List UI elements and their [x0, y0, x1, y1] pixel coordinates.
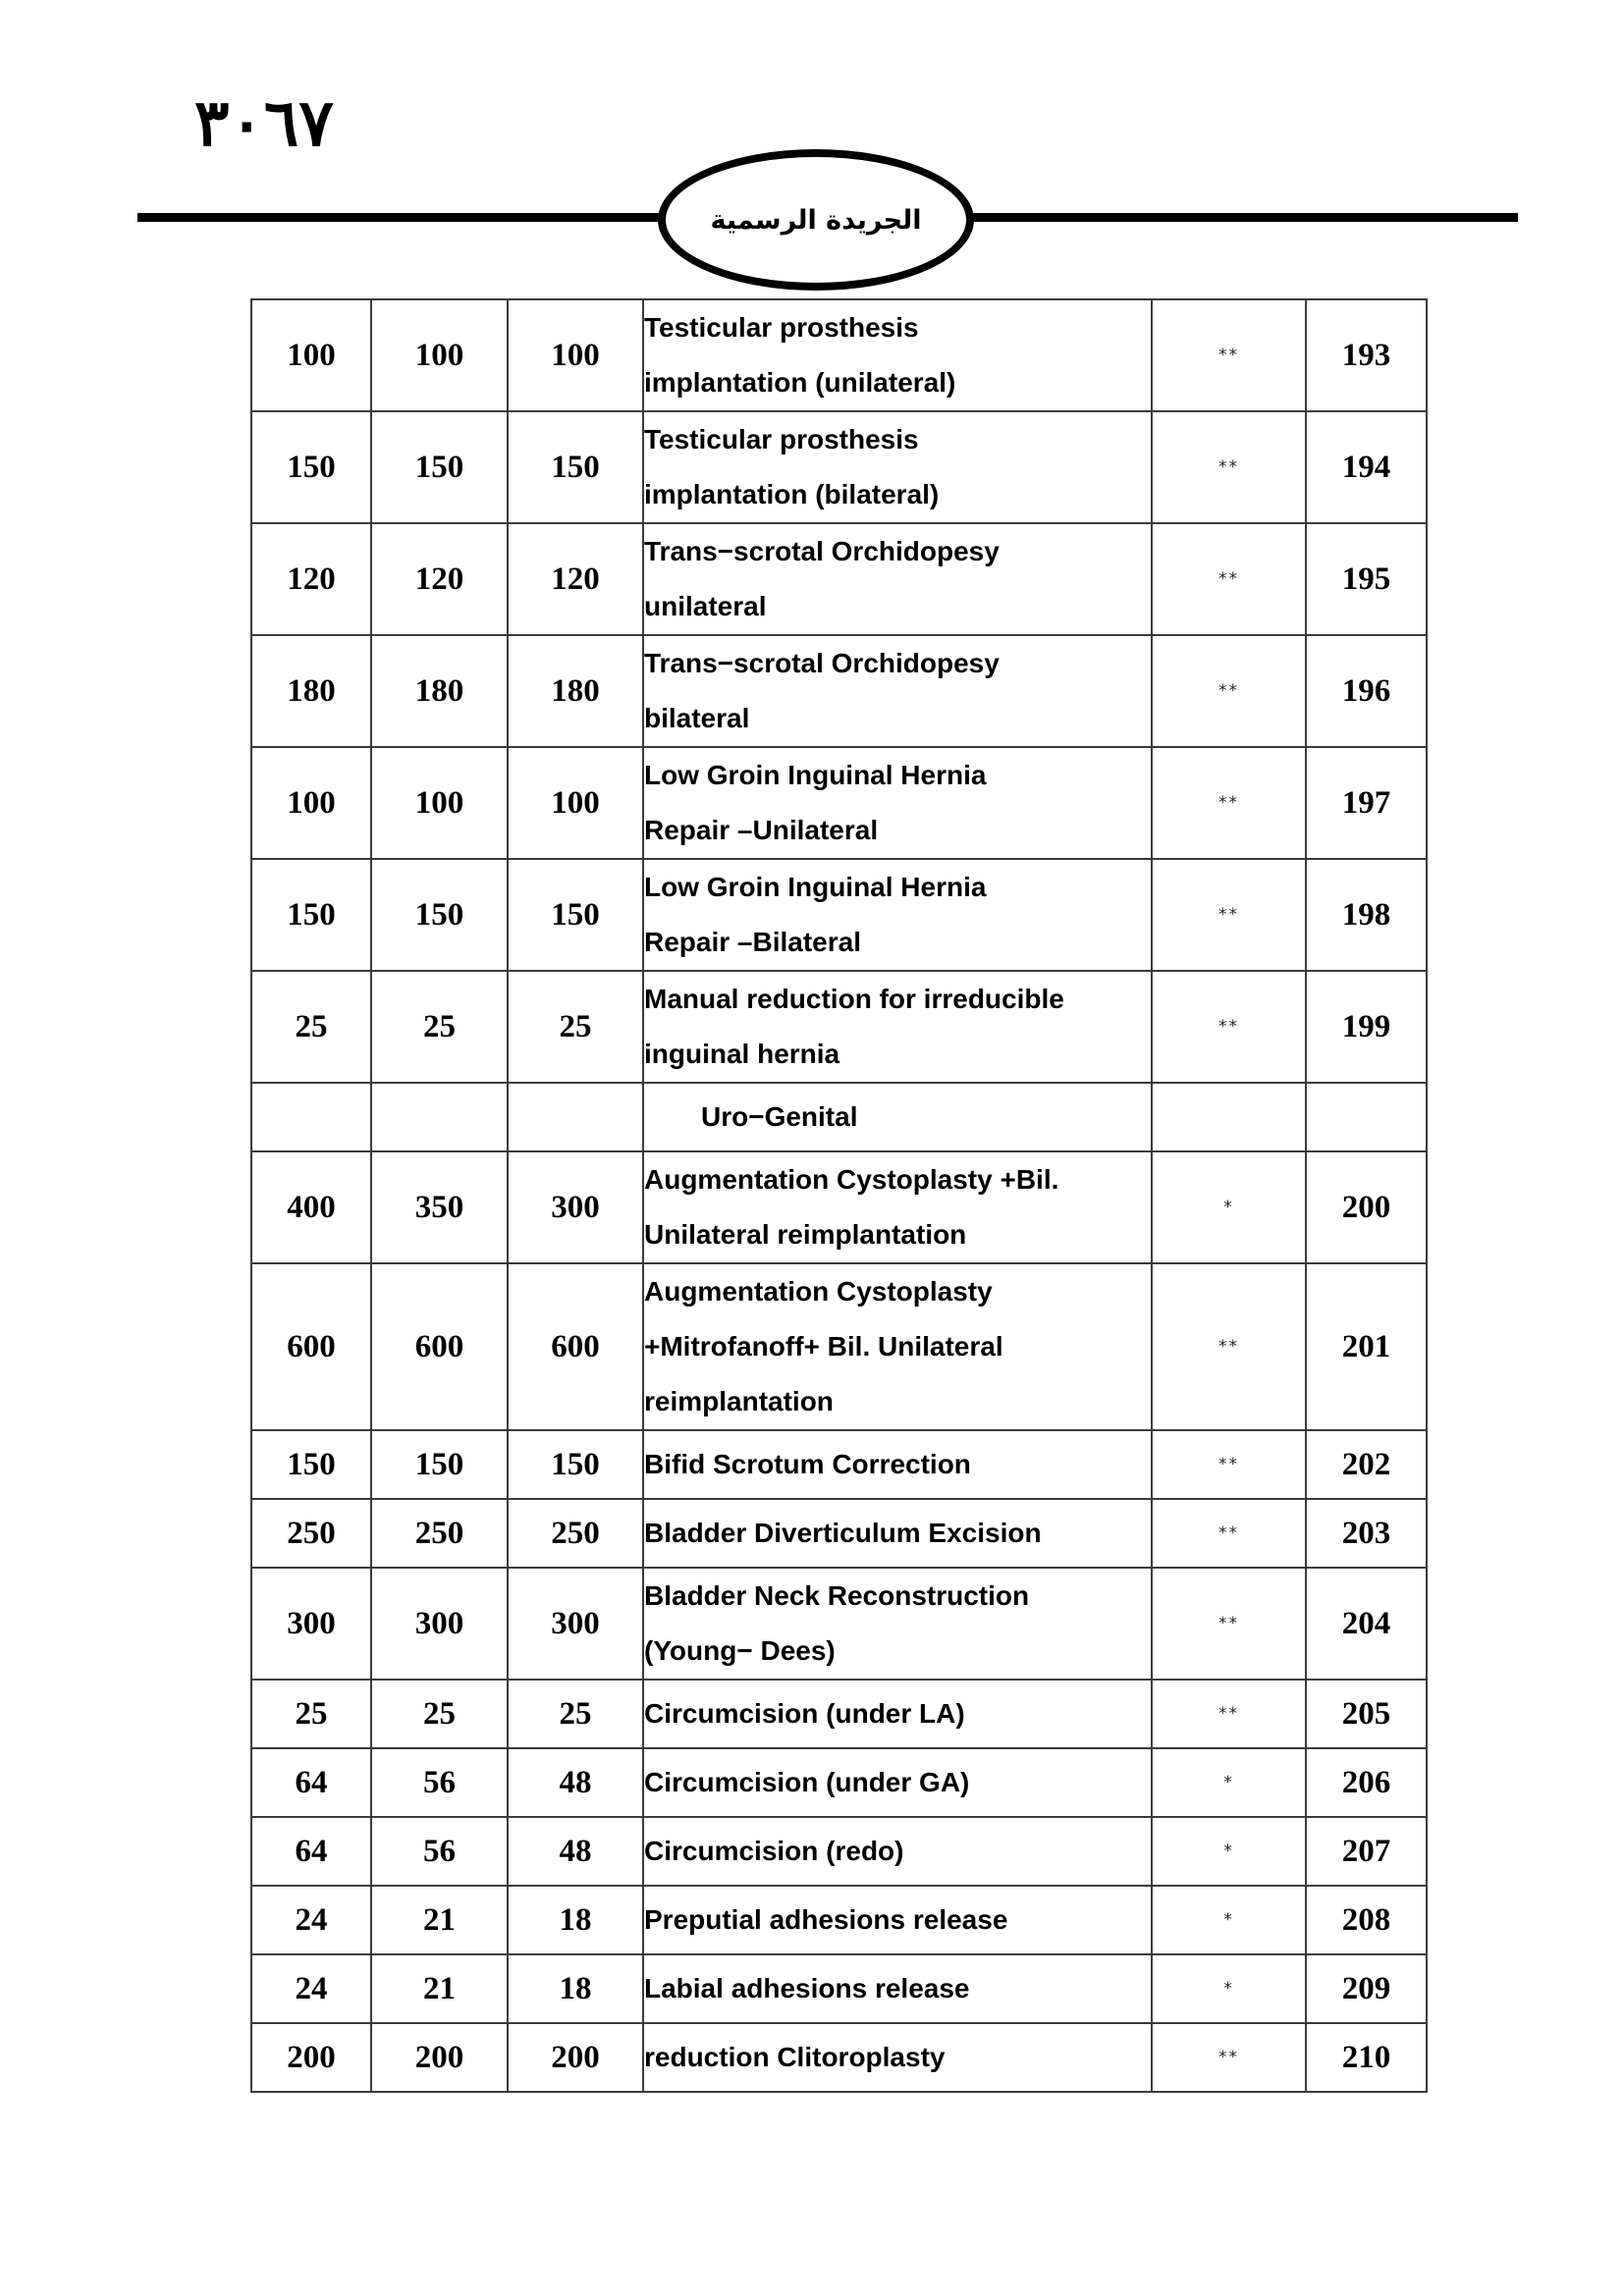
- procedure-code: 209: [1306, 1954, 1427, 2023]
- fee-cell-1: 150: [251, 411, 371, 523]
- fee-cell-3: 150: [508, 411, 643, 523]
- asterisk-mark: [1152, 1083, 1306, 1151]
- asterisk-mark: *: [1152, 1954, 1306, 2023]
- fee-cell-3: 100: [508, 299, 643, 411]
- fee-cell-1: 150: [251, 859, 371, 971]
- procedure-line: Testicular prosthesis: [644, 312, 919, 343]
- section-row: [251, 1083, 1427, 1151]
- procedure-name: [643, 2023, 1152, 2092]
- fee-cell-1: 200: [251, 2023, 371, 2092]
- fee-cell-3: 150: [508, 1430, 643, 1499]
- asterisk-mark: **: [1152, 1430, 1306, 1499]
- procedure-name: [643, 1817, 1152, 1886]
- asterisk-mark: **: [1152, 1499, 1306, 1568]
- asterisk-mark: **: [1152, 747, 1306, 859]
- table-row: [251, 2023, 1427, 2092]
- table-row: [251, 523, 1427, 635]
- table-row: [251, 971, 1427, 1083]
- fee-cell-2: 56: [371, 1817, 508, 1886]
- procedure-line: Bladder Diverticulum Excision: [644, 1518, 1042, 1548]
- procedure-line: inguinal hernia: [644, 1039, 840, 1069]
- procedure-line: Repair –Unilateral: [644, 815, 879, 845]
- procedure-code: 202: [1306, 1430, 1427, 1499]
- fee-cell-2: 350: [371, 1151, 508, 1263]
- procedure-name: [643, 1430, 1152, 1499]
- procedure-code: 197: [1306, 747, 1427, 859]
- asterisk-mark: **: [1152, 1263, 1306, 1430]
- fee-cell-1: 24: [251, 1954, 371, 2023]
- fee-cell-1: 100: [251, 747, 371, 859]
- section-heading: [643, 1083, 1152, 1151]
- fee-cell-2: 200: [371, 2023, 508, 2092]
- procedure-line: Labial adhesions release: [644, 1973, 970, 2003]
- table-row: [251, 1568, 1427, 1680]
- table-row: [251, 635, 1427, 747]
- procedure-line: bilateral: [644, 703, 750, 733]
- procedure-line: unilateral: [644, 591, 767, 621]
- procedure-line: Bladder Neck Reconstruction: [644, 1580, 1030, 1611]
- fee-cell-2: 21: [371, 1954, 508, 2023]
- fee-cell-2: 150: [371, 859, 508, 971]
- fee-cell-3: 100: [508, 747, 643, 859]
- table-row: [251, 1817, 1427, 1886]
- fee-cell-2: 150: [371, 411, 508, 523]
- table-row: [251, 859, 1427, 971]
- procedure-line: Circumcision (under LA): [644, 1698, 965, 1729]
- procedure-line: Manual reduction for irreducible: [644, 984, 1064, 1014]
- asterisk-mark: *: [1152, 1748, 1306, 1817]
- table-row: [251, 747, 1427, 859]
- fee-cell-3: 250: [508, 1499, 643, 1568]
- fee-cell-1: 400: [251, 1151, 371, 1263]
- procedure-line: Augmentation Cystoplasty: [644, 1276, 993, 1307]
- procedure-line: Augmentation Cystoplasty +Bil.: [644, 1164, 1059, 1195]
- fee-cell-1: 250: [251, 1499, 371, 1568]
- fee-cell-3: 600: [508, 1263, 643, 1430]
- fee-cell-3: 120: [508, 523, 643, 635]
- fee-cell-1: 64: [251, 1817, 371, 1886]
- fee-cell-2: 100: [371, 299, 508, 411]
- fee-cell-1: 600: [251, 1263, 371, 1430]
- asterisk-mark: *: [1152, 1817, 1306, 1886]
- asterisk-mark: *: [1152, 1151, 1306, 1263]
- fee-cell-3: 18: [508, 1954, 643, 2023]
- procedure-name: [643, 971, 1152, 1083]
- procedure-code: 203: [1306, 1499, 1427, 1568]
- fee-cell-3: 48: [508, 1817, 643, 1886]
- fee-cell-3: 300: [508, 1151, 643, 1263]
- procedure-code: 193: [1306, 299, 1427, 411]
- procedure-code: 206: [1306, 1748, 1427, 1817]
- fees-table: [250, 298, 1428, 2093]
- procedure-line: Trans−scrotal Orchidopesy: [644, 536, 1000, 566]
- procedure-name: [643, 523, 1152, 635]
- fee-cell-3: 200: [508, 2023, 643, 2092]
- table-row: [251, 299, 1427, 411]
- procedure-line: Circumcision (redo): [644, 1836, 904, 1866]
- gazette-emblem: [658, 149, 974, 291]
- procedure-code: 205: [1306, 1680, 1427, 1748]
- fee-cell-2: 25: [371, 1680, 508, 1748]
- fee-cell-1: 24: [251, 1886, 371, 1954]
- fee-cell-3: 180: [508, 635, 643, 747]
- fee-cell-1: 25: [251, 971, 371, 1083]
- procedure-name: [643, 1151, 1152, 1263]
- asterisk-mark: *: [1152, 1886, 1306, 1954]
- asterisk-mark: **: [1152, 859, 1306, 971]
- fee-cell-2: 25: [371, 971, 508, 1083]
- asterisk-mark: **: [1152, 523, 1306, 635]
- procedure-line: Circumcision (under GA): [644, 1767, 970, 1797]
- fee-cell-2: 100: [371, 747, 508, 859]
- asterisk-mark: **: [1152, 1568, 1306, 1680]
- fee-cell-2: 300: [371, 1568, 508, 1680]
- procedure-code: [1306, 1083, 1427, 1151]
- procedure-line: (Young− Dees): [644, 1635, 836, 1666]
- procedure-code: 208: [1306, 1886, 1427, 1954]
- fee-cell-1: 150: [251, 1430, 371, 1499]
- procedure-line: Testicular prosthesis: [644, 424, 919, 454]
- fee-cell-3: 48: [508, 1748, 643, 1817]
- fee-cell-1: 64: [251, 1748, 371, 1817]
- procedure-name: [643, 1680, 1152, 1748]
- procedure-code: 198: [1306, 859, 1427, 971]
- gazette-title: الجريدة الرسمية: [710, 204, 922, 236]
- procedure-code: 195: [1306, 523, 1427, 635]
- procedure-line: +Mitrofanoff+ Bil. Unilateral: [644, 1331, 1003, 1362]
- fee-cell-1: 180: [251, 635, 371, 747]
- fee-cell-1: 120: [251, 523, 371, 635]
- procedure-line: Low Groin Inguinal Hernia: [644, 760, 987, 790]
- fee-cell-2: 250: [371, 1499, 508, 1568]
- fee-cell-2: 150: [371, 1430, 508, 1499]
- table-row: [251, 411, 1427, 523]
- procedure-name: [643, 1263, 1152, 1430]
- fees-table-body: [251, 299, 1427, 2092]
- fee-cell-2: 600: [371, 1263, 508, 1430]
- procedure-name: [643, 635, 1152, 747]
- asterisk-mark: **: [1152, 1680, 1306, 1748]
- asterisk-mark: **: [1152, 635, 1306, 747]
- procedure-name: [643, 1954, 1152, 2023]
- procedure-name: [643, 299, 1152, 411]
- procedure-code: 200: [1306, 1151, 1427, 1263]
- procedure-code: 199: [1306, 971, 1427, 1083]
- procedure-line: reimplantation: [644, 1386, 834, 1416]
- fee-cell-3: [508, 1083, 643, 1151]
- asterisk-mark: **: [1152, 971, 1306, 1083]
- procedure-code: 210: [1306, 2023, 1427, 2092]
- fee-cell-3: 25: [508, 1680, 643, 1748]
- table-row: [251, 1680, 1427, 1748]
- table-row: [251, 1151, 1427, 1263]
- procedure-code: 201: [1306, 1263, 1427, 1430]
- fee-cell-2: 56: [371, 1748, 508, 1817]
- page-number: ٣٠٦٧: [194, 84, 334, 161]
- procedure-name: [643, 747, 1152, 859]
- procedure-line: Uro−Genital: [701, 1101, 858, 1132]
- table-row: [251, 1263, 1427, 1430]
- procedure-line: Preputial adhesions release: [644, 1904, 1008, 1935]
- procedure-name: [643, 411, 1152, 523]
- procedure-line: implantation (bilateral): [644, 479, 940, 509]
- asterisk-mark: **: [1152, 2023, 1306, 2092]
- table-row: [251, 1954, 1427, 2023]
- fee-cell-3: 18: [508, 1886, 643, 1954]
- fee-cell-3: 25: [508, 971, 643, 1083]
- procedure-code: 196: [1306, 635, 1427, 747]
- procedure-line: Low Groin Inguinal Hernia: [644, 872, 987, 902]
- procedure-line: Trans−scrotal Orchidopesy: [644, 648, 1000, 678]
- table-row: [251, 1748, 1427, 1817]
- asterisk-mark: **: [1152, 411, 1306, 523]
- procedure-name: [643, 1568, 1152, 1680]
- procedure-code: 204: [1306, 1568, 1427, 1680]
- fee-cell-1: 100: [251, 299, 371, 411]
- fee-cell-2: 21: [371, 1886, 508, 1954]
- fee-cell-1: [251, 1083, 371, 1151]
- fee-cell-1: 25: [251, 1680, 371, 1748]
- procedure-line: implantation (unilateral): [644, 367, 956, 398]
- table-row: [251, 1430, 1427, 1499]
- fee-cell-3: 300: [508, 1568, 643, 1680]
- procedure-name: [643, 859, 1152, 971]
- procedure-name: [643, 1886, 1152, 1954]
- table-row: [251, 1886, 1427, 1954]
- fee-cell-2: 120: [371, 523, 508, 635]
- procedure-line: reduction Clitoroplasty: [644, 2042, 946, 2072]
- procedure-name: [643, 1748, 1152, 1817]
- fee-cell-3: 150: [508, 859, 643, 971]
- table-row: [251, 1499, 1427, 1568]
- procedure-line: Unilateral reimplantation: [644, 1219, 967, 1250]
- fee-cell-1: 300: [251, 1568, 371, 1680]
- procedure-code: 207: [1306, 1817, 1427, 1886]
- fee-cell-2: 180: [371, 635, 508, 747]
- fee-cell-2: [371, 1083, 508, 1151]
- asterisk-mark: **: [1152, 299, 1306, 411]
- procedure-code: 194: [1306, 411, 1427, 523]
- procedure-line: Repair –Bilateral: [644, 927, 861, 957]
- procedure-line: Bifid Scrotum Correction: [644, 1449, 971, 1479]
- procedure-name: [643, 1499, 1152, 1568]
